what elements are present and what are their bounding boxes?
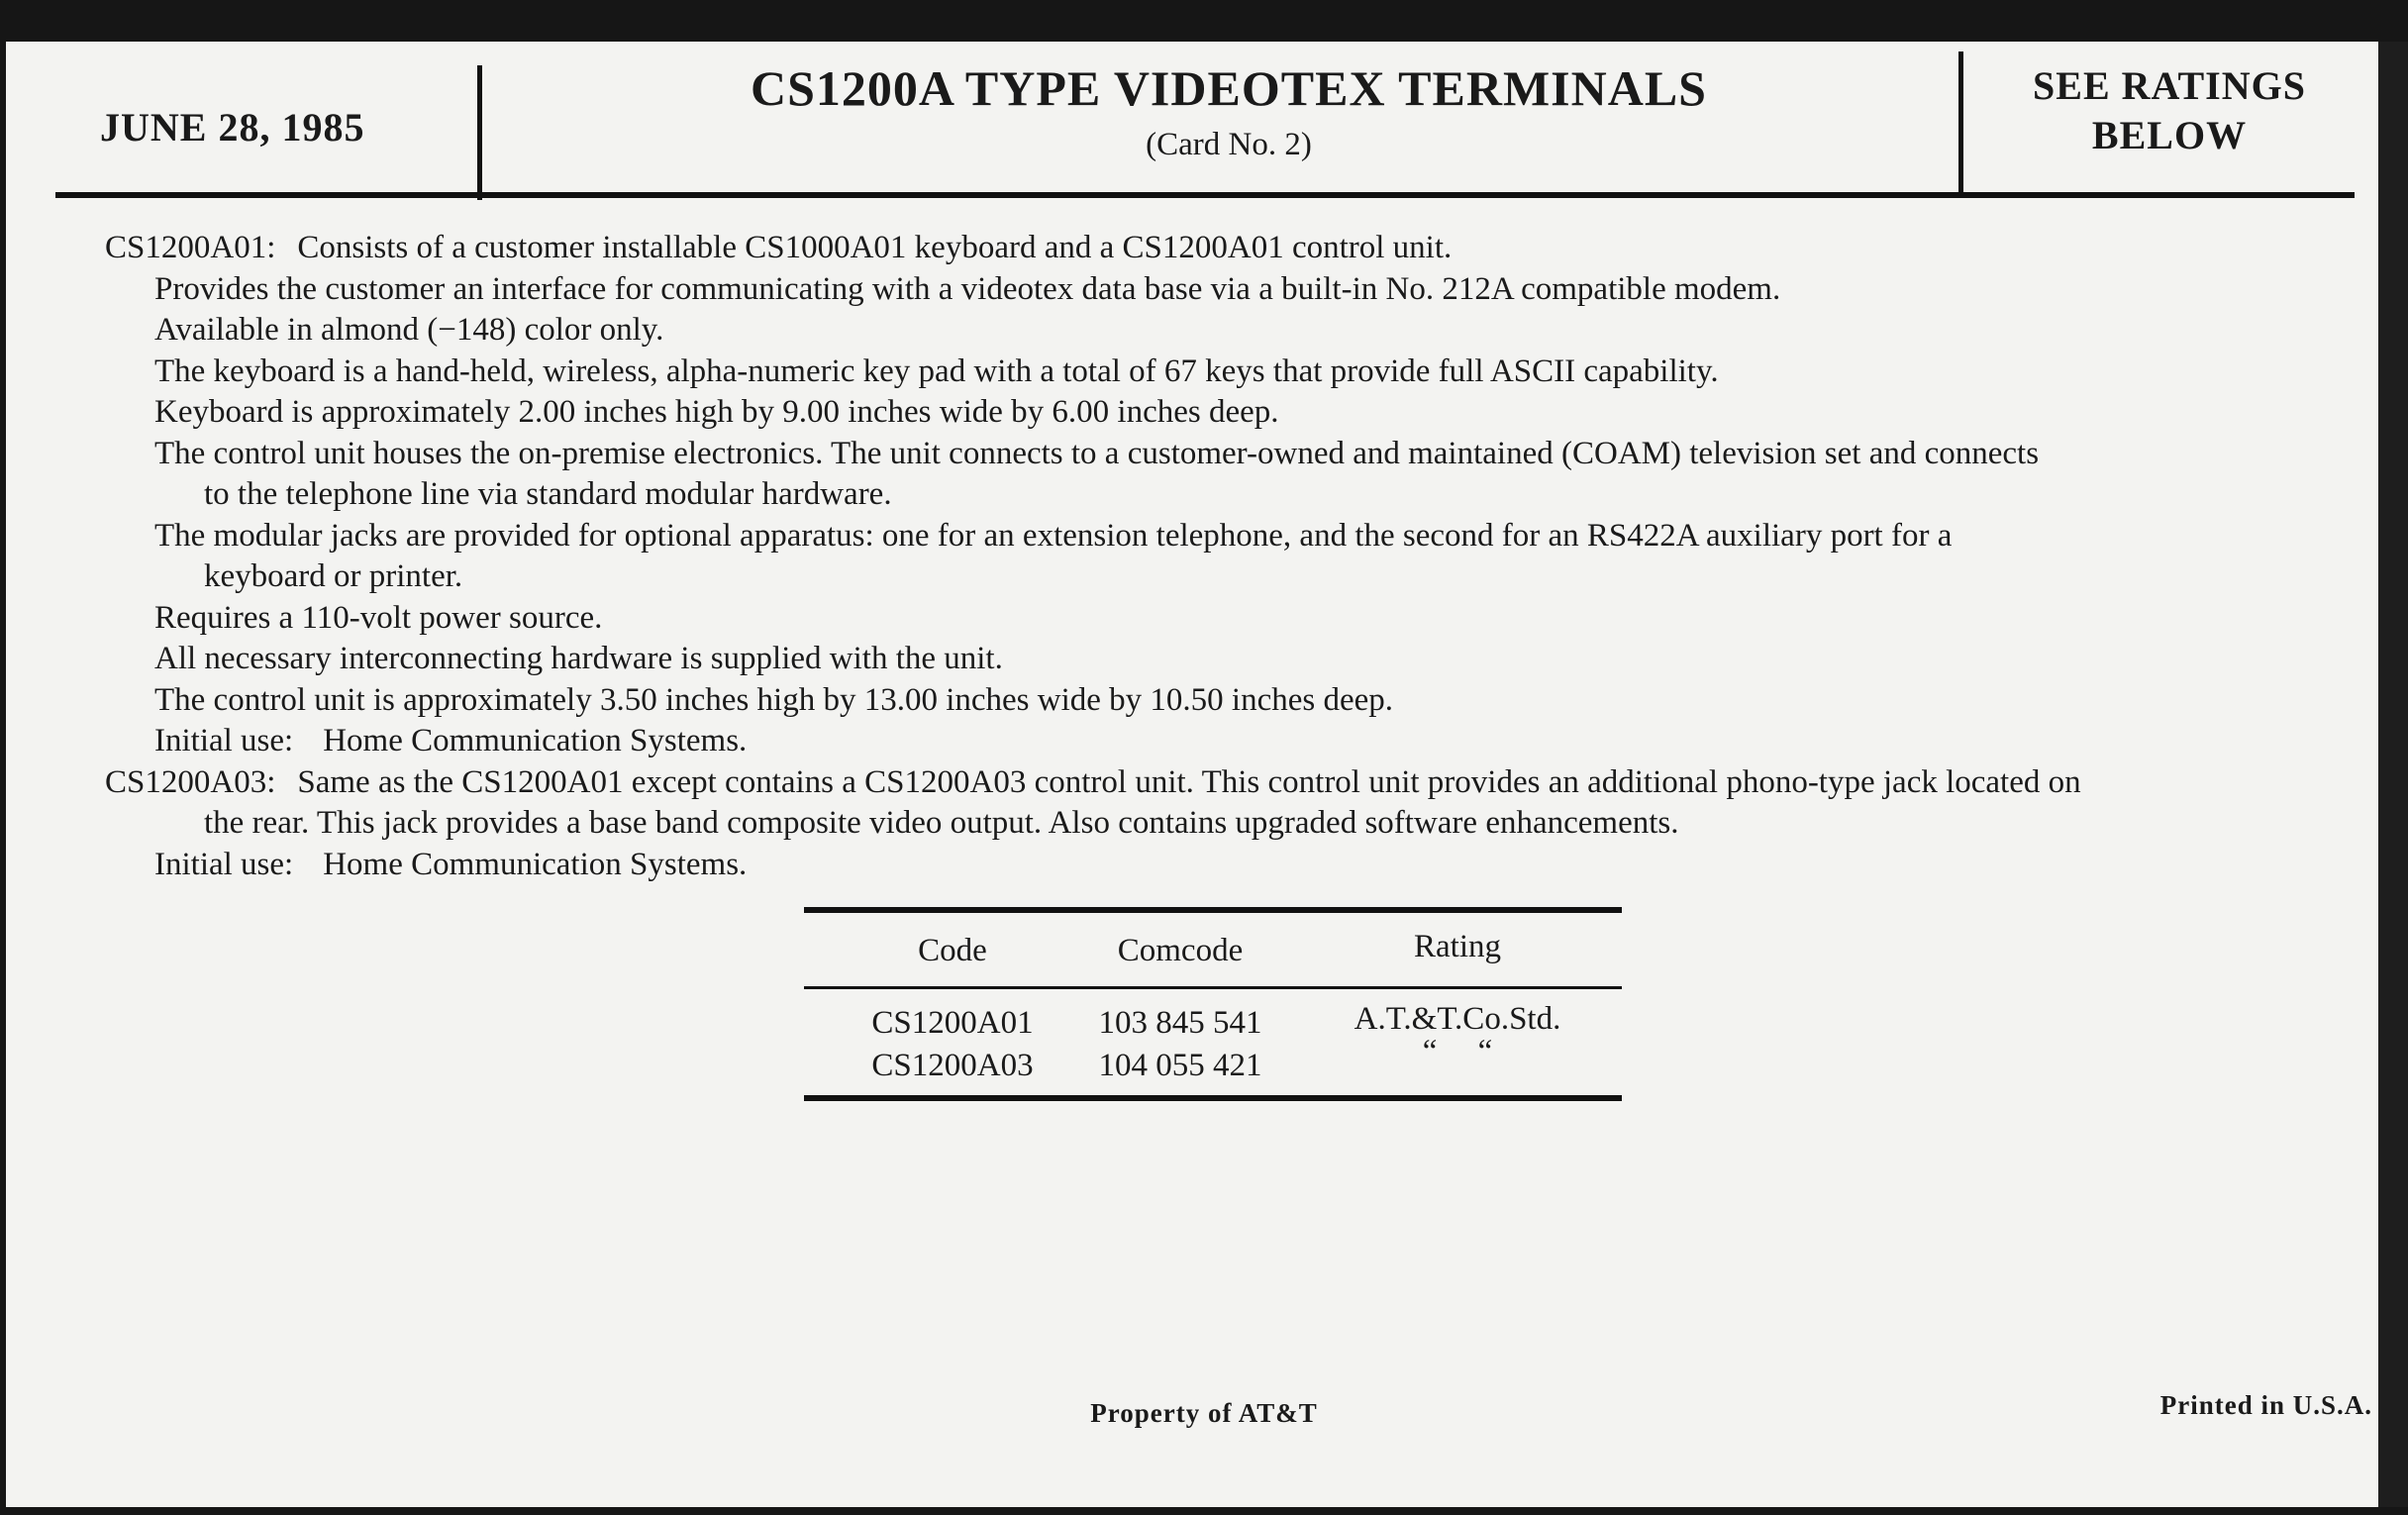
a01-line-3: Available in almond (−148) color only. (154, 312, 664, 348)
header-rating: Rating (1414, 929, 1501, 964)
initial-use-value: Home Communication Systems. (323, 723, 748, 758)
header-divider-right (1958, 51, 1963, 194)
ratings-line-1: SEE RATINGS (2033, 63, 2306, 108)
a03-label: CS1200A03: (105, 763, 276, 800)
a01-line-6a: The control unit houses the on-premise electronics. The unit connects to a customer-owned and maintained (COAM) television set and connects (154, 435, 2040, 471)
cell-rating: “ “ (1422, 1034, 1493, 1069)
table-body (804, 989, 1622, 1095)
a03-line-1b: the rear. This jack provides a base band composite video output. Also contains upgraded software enhancements. (204, 805, 1679, 841)
a01-line-8: Requires a 110-volt power source. (154, 599, 603, 636)
catalog-card (6, 42, 2378, 1507)
cell-rating: A.T.&T.Co.Std. (1354, 1001, 1561, 1037)
a01-line-4: The keyboard is a hand-held, wireless, alpha-numeric key pad with a total of 67 keys that provide full ASCII capability. (154, 353, 1719, 389)
initial-use-value: Home Communication Systems. (323, 846, 748, 882)
ratings-table (804, 907, 1622, 1101)
a01-line-6b: to the telephone line via standard modular hardware. (204, 476, 892, 512)
header-subtitle: (Card No. 2) (1146, 127, 1312, 162)
a01-line-2: Provides the customer an interface for communicating with a videotex data base via a built-in No. 212A compatible modem. (154, 270, 1781, 307)
card-body (105, 228, 2323, 885)
header-ratings-note (1976, 61, 2362, 160)
table-header-row (804, 913, 1622, 986)
cell-comcode: 104 055 421 (1098, 1048, 1262, 1083)
initial-use-label: Initial use: (154, 723, 294, 758)
header-rule (55, 192, 2355, 198)
cell-comcode: 103 845 541 (1098, 1005, 1262, 1041)
footer-printed: Printed in U.S.A. (2159, 1390, 2372, 1420)
a03-entry-first-line (105, 762, 2323, 804)
initial-use-label: Initial use: (154, 846, 294, 882)
header-code: Code (918, 933, 987, 968)
table-bottom-rule (804, 1095, 1622, 1101)
table-row (804, 1034, 1622, 1090)
a03-initial-use (105, 845, 2323, 886)
header-date: JUNE 28, 1985 (100, 105, 365, 150)
a01-label: CS1200A01: (105, 230, 276, 265)
a01-line-7a: The modular jacks are provided for optional apparatus: one for an extension telephone, and the second for an RS422A auxiliary port for a (154, 517, 1953, 554)
footer-property: Property of AT&T (1090, 1398, 1318, 1428)
a01-line-9: All necessary interconnecting hardware is supplied with the unit. (154, 641, 1003, 676)
a01-initial-use (105, 721, 2323, 762)
header-divider-left (477, 65, 482, 200)
a03-line-1a: Same as the CS1200A01 except contains a CS1200A03 control unit. This control unit provides an additional phono-type jack located on (297, 763, 2081, 800)
cell-code: CS1200A01 (871, 1005, 1034, 1041)
a01-line-7b: keyboard or printer. (204, 558, 463, 594)
ratings-line-2: BELOW (2091, 113, 2248, 157)
scan-edge (2378, 42, 2408, 1507)
cell-code: CS1200A03 (871, 1048, 1034, 1083)
a01-line-1: Consists of a customer installable CS1000A01 keyboard and a CS1200A01 control unit. (297, 230, 1453, 265)
a01-line-10: The control unit is approximately 3.50 inches high by 13.00 inches wide by 10.50 inches deep. (154, 681, 1394, 718)
a01-line-5: Keyboard is approximately 2.00 inches high by 9.00 inches wide by 6.00 inches deep. (154, 394, 1279, 430)
card-header (6, 42, 2378, 210)
header-comcode: Comcode (1117, 933, 1244, 968)
header-title: CS1200A TYPE VIDEOTEX TERMINALS (751, 60, 1707, 116)
a01-entry-first-line (105, 228, 2323, 269)
